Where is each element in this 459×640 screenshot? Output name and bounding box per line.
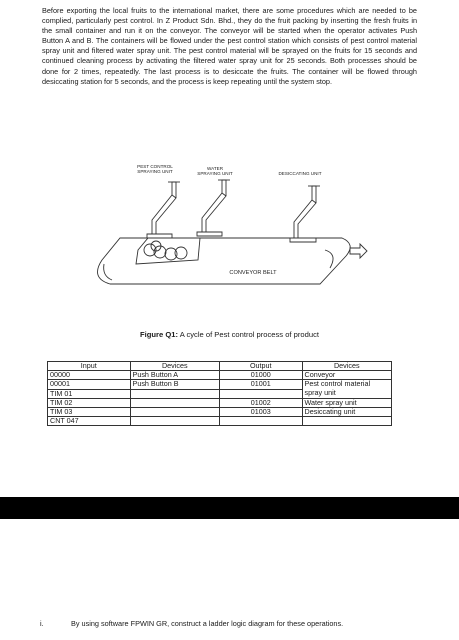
- pest-control-label: PEST CONTROL SPRAYING UNIT: [137, 164, 173, 175]
- table-cell: 01002: [219, 398, 302, 407]
- table-cell: Push Button B: [130, 380, 219, 389]
- fruit-container: [136, 238, 200, 264]
- next-page: [0, 519, 459, 640]
- table-row: [48, 380, 392, 389]
- desiccating-label: DESICCATING UNIT: [278, 171, 322, 176]
- water-spray-unit: [197, 180, 230, 236]
- table-header-row: [48, 362, 392, 371]
- conveyor-illustration: [80, 160, 380, 320]
- header-devices-out: Devices: [302, 362, 391, 371]
- table-cell: [219, 417, 302, 426]
- figure-caption: Figure Q1: A cycle of Pest control process of product: [140, 330, 319, 339]
- table-cell: TIM 03: [48, 408, 131, 417]
- figure-q1: [80, 160, 380, 320]
- table-cell: [302, 417, 391, 426]
- table-cell: CNT 047: [48, 417, 131, 426]
- io-assignment-table: [47, 361, 392, 426]
- pest-control-spray-unit: [147, 182, 180, 238]
- header-input: Input: [48, 362, 131, 371]
- table-cell: 01003: [219, 408, 302, 417]
- table-cell: Conveyor: [302, 371, 391, 380]
- table-cell: [130, 389, 219, 398]
- table-row: [48, 408, 392, 417]
- table-cell: [130, 408, 219, 417]
- problem-paragraph: Before exporting the local fruits to the international market, there are some procedures which are needed to be complied, particularly pest control. In Z Product Sdn. Bhd., they do the fruit packing by inserting the fresh fruits in the small container and run it on the conveyor. The conveyor will be started when the operator activates Push Button A and B. The containers will be flowed under the pest control station which consists of pest control material spray unit and filtered water spray unit. The pest control material will be sprayed on the fruits for 15 seconds and continued cleaning process by activating the filtered water spray unit for 25 seconds. Both processes should be done for 2 times, repeatedly. The last process is to desiccate the fruits. The container will be flowed through desiccating station for 5 seconds, and the process is keep repeating until the system stop.: [42, 6, 417, 86]
- table-cell: [219, 389, 302, 398]
- table-cell: TIM 02: [48, 398, 131, 407]
- header-devices-in: Devices: [130, 362, 219, 371]
- table-cell: 01000: [219, 371, 302, 380]
- table-cell: TIM 01: [48, 389, 131, 398]
- table-cell: 01001: [219, 380, 302, 389]
- page-divider: [0, 497, 459, 519]
- conveyor-belt-shape: [98, 238, 351, 284]
- table-cell: [130, 417, 219, 426]
- table-cell: 00000: [48, 371, 131, 380]
- table-cell: 00001: [48, 380, 131, 389]
- table-cell: Desiccating unit: [302, 408, 391, 417]
- table-cell: Push Button A: [130, 371, 219, 380]
- question-text: By using software FPWIN GR, construct a ladder logic diagram for these operations.: [71, 619, 344, 628]
- table-row: [48, 417, 392, 426]
- conveyor-belt-label: CONVEYOR BELT: [229, 270, 277, 276]
- direction-arrow-icon: [350, 244, 367, 258]
- table-cell: Pest control material spray unit: [302, 380, 391, 398]
- table-cell: [130, 398, 219, 407]
- question-number: i.: [40, 619, 44, 628]
- desiccating-unit: [290, 186, 320, 242]
- table-cell: Water spray unit: [302, 398, 391, 407]
- water-spraying-label: WATER SPRAYING UNIT: [197, 166, 233, 177]
- header-output: Output: [219, 362, 302, 371]
